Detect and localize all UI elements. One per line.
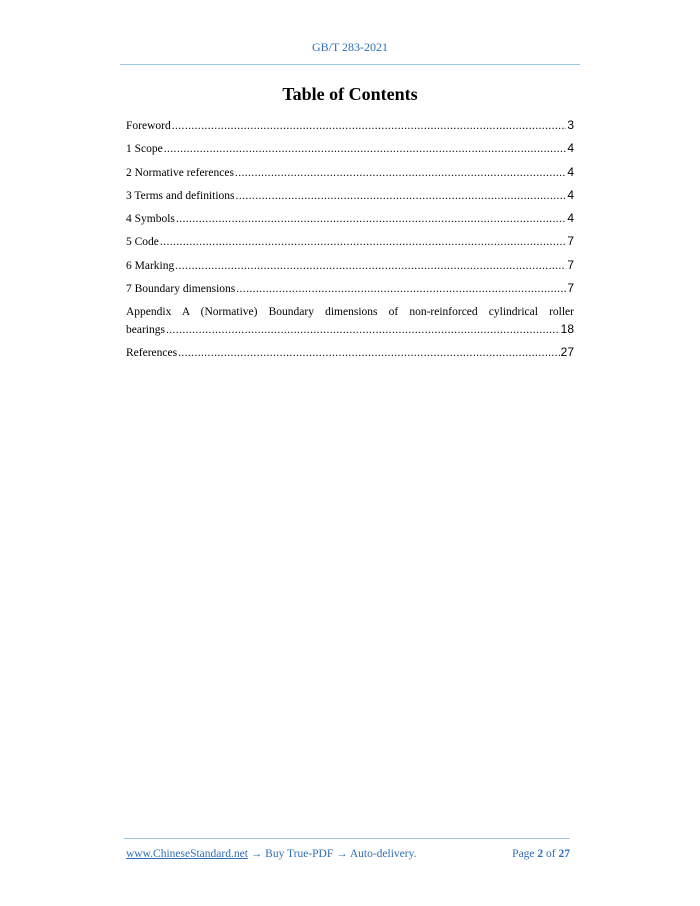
toc-leader-dots	[166, 322, 560, 339]
page-total: 27	[558, 848, 570, 860]
toc-entry-page: 7	[567, 257, 574, 272]
toc-entry-references[interactable]	[126, 345, 574, 368]
toc-entry-label: 3 Terms and definitions	[126, 189, 235, 202]
toc-leader-dots	[164, 143, 567, 155]
toc-leader-dots	[178, 347, 560, 359]
footer-divider	[124, 838, 570, 839]
page-indicator	[512, 848, 570, 860]
toc-entry-appendix-a[interactable]	[126, 304, 574, 344]
toc-entry-label: References	[126, 346, 178, 359]
toc-entry-label: 4 Symbols	[126, 213, 175, 226]
toc-entry-normative-references[interactable]	[126, 165, 574, 188]
page-title: Table of Contents	[282, 84, 418, 104]
toc-entry-page: 4	[567, 164, 574, 179]
page-current: 2	[537, 848, 544, 860]
toc-entry-label: 2 Normative references	[126, 166, 234, 179]
toc-entry-label: 5 Code	[126, 236, 159, 249]
toc-leader-dots	[235, 167, 566, 179]
toc-leader-dots	[172, 120, 567, 132]
toc-entry-label: 6 Marking	[126, 259, 175, 272]
toc-leader-dots	[236, 283, 566, 295]
toc-entry-label: 1 Scope	[126, 143, 163, 156]
site-link[interactable]: www.ChineseStandard.net	[126, 848, 248, 860]
toc-entry-page: 27	[560, 344, 574, 359]
toc-leader-dots	[175, 260, 566, 272]
toc-entry-page: 4	[567, 211, 574, 226]
footer-tagline: → Buy True-PDF → Auto-delivery.	[247, 848, 417, 860]
toc-leader-dots	[236, 190, 567, 202]
footer-promo	[126, 848, 416, 860]
header-divider	[120, 64, 580, 65]
toc-leader-dots	[160, 236, 566, 248]
toc-entry-page: 18	[560, 322, 574, 337]
toc-entry-scope[interactable]	[126, 141, 574, 164]
toc-entry-marking[interactable]	[126, 258, 574, 281]
toc-entry-label-line1: Appendix A (Normative) Boundary dimensions of non-reinforced cylindrical roller	[126, 306, 574, 319]
toc-entry-code[interactable]	[126, 234, 574, 257]
toc-entry-boundary-dimensions[interactable]	[126, 281, 574, 304]
toc-entry-label-line2: bearings	[126, 324, 165, 337]
toc-entry-symbols[interactable]	[126, 211, 574, 234]
standard-code: GB/T 283-2021	[311, 40, 389, 54]
toc-entry-page: 7	[567, 234, 574, 249]
toc-leader-dots	[176, 213, 566, 225]
toc-entry-page: 4	[567, 141, 574, 156]
page-of: of	[546, 848, 556, 860]
toc-entry-page: 3	[567, 118, 574, 132]
table-of-contents	[126, 118, 574, 368]
toc-entry-label: 7 Boundary dimensions	[126, 283, 236, 296]
toc-entry-page: 7	[567, 281, 574, 296]
toc-entry-page: 4	[567, 187, 574, 202]
toc-entry-terms-definitions[interactable]	[126, 188, 574, 211]
page-prefix: Page	[512, 848, 535, 860]
toc-entry-label: Foreword	[126, 120, 171, 132]
toc-entry-foreword[interactable]	[126, 118, 574, 141]
